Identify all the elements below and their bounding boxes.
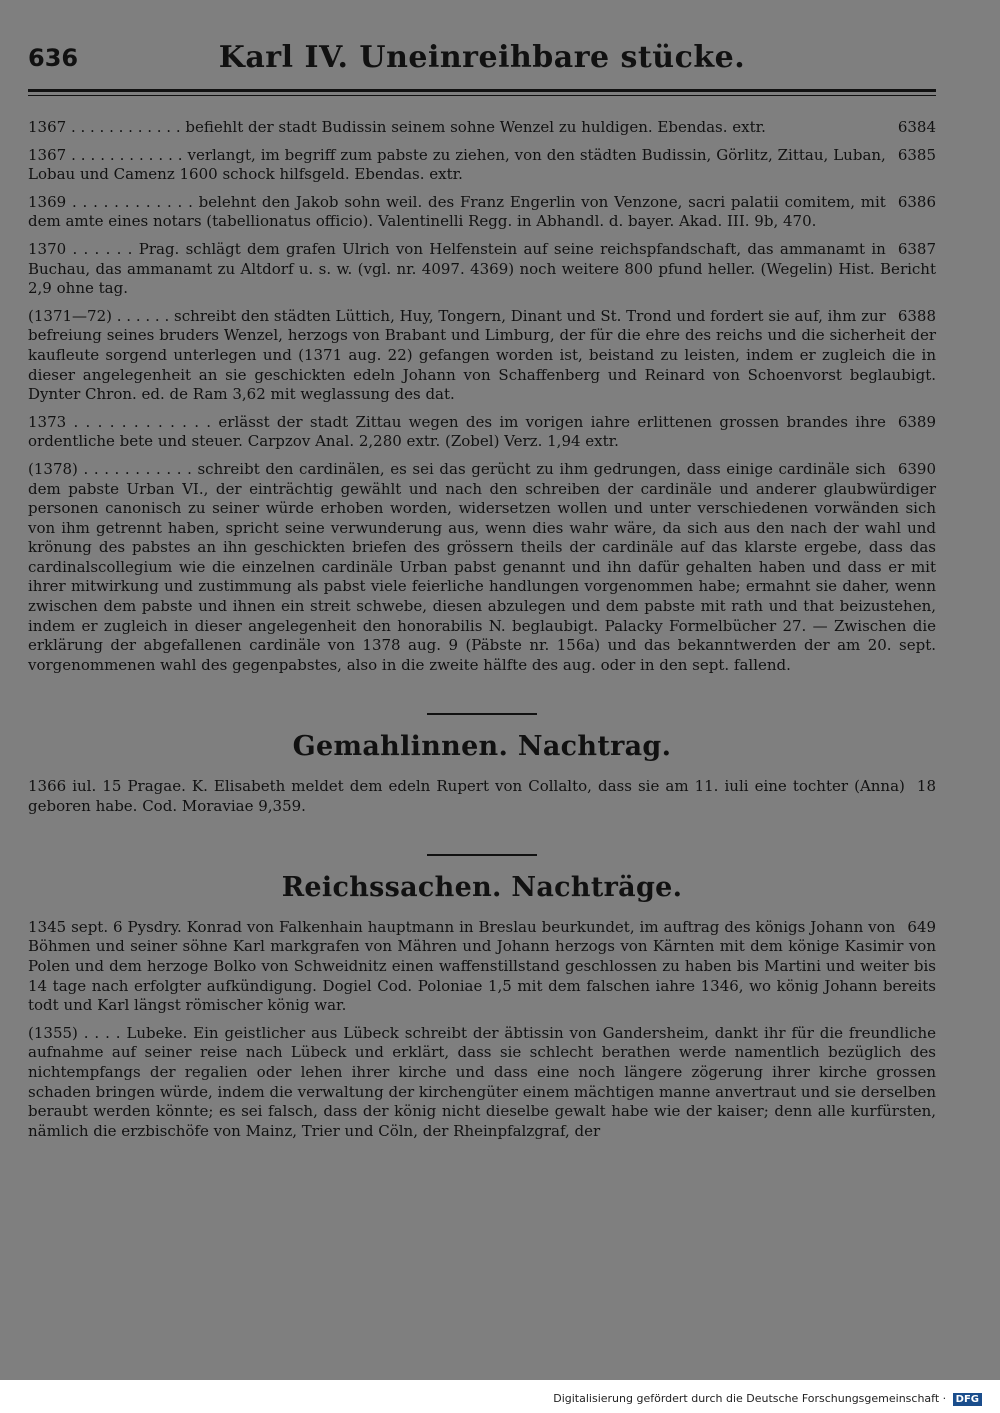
entry-number: 6385 xyxy=(897,145,936,164)
entry-number: 6390 xyxy=(897,459,936,478)
entry-text: Pysdry. Konrad von Falkenhain hauptmann in Breslau beurkundet, im auftrag des königs Johann von Böhmen und seiner söhne Karl markgrafen von Mähren und Johann herzogs von Kärnten mit dem könige Kasimir von Polen und dem herzoge Bolko von Schweidnitz einen waffenstillstand geschlossen zu haben bis Martini und weiter bis 14 tage nach erfolgter aufkündigung. Dogiel Cod. Poloniae 1,5 mit dem falschen iahre 1346, wo könig Johann bereits todt und Karl längst römischer könig war. xyxy=(28,917,936,1015)
page-header xyxy=(28,40,936,90)
entry-number: 649 xyxy=(907,917,936,936)
register-entry xyxy=(28,193,936,232)
register-entry xyxy=(28,118,936,138)
entry-number: 6389 xyxy=(897,412,936,431)
entry-text: befiehlt der stadt Budissin seinem sohne Wenzel zu huldigen. Ebendas. extr. xyxy=(185,118,766,136)
entries-column xyxy=(28,118,936,1149)
register-entry xyxy=(28,1024,936,1142)
page-number: 636 xyxy=(28,44,79,72)
entry-number: 6384 xyxy=(897,118,936,136)
entry-date: 1345 sept. 6 xyxy=(28,917,123,936)
entry-number: 6388 xyxy=(897,306,936,325)
register-entry xyxy=(28,777,936,816)
entry-text: erlässt der stadt Zittau wegen des im vorigen iahre erlittenen grossen brandes ihre ordentliche bete und steuer. Carpzov Anal. 2,280 extr. (Zobel) Verz. 1,94 extr. xyxy=(28,412,886,451)
header-rule-thin xyxy=(28,95,936,96)
entry-date: 1367 . . . . . . . . . . . . xyxy=(28,118,181,136)
entry-date: 1373 . . . . . . . . . . . . xyxy=(28,412,212,431)
entry-date: 1370 . . . . . . xyxy=(28,239,133,258)
entry-date: (1355) . . . . xyxy=(28,1023,121,1042)
entry-text: Pragae. K. Elisabeth meldet dem edeln Rupert von Collalto, dass sie am 11. iuli eine tochter (Anna) geboren habe. Cod. Moraviae 9,359. xyxy=(28,777,905,815)
entry-text: verlangt, im begriff zum pabste zu ziehen, von den städten Budissin, Görlitz, Zittau, Luban, Lobau und Camenz 1600 schock hilfsgeld. Ebendas. extr. xyxy=(28,145,886,184)
entry-date: (1371—72) . . . . . . xyxy=(28,306,170,325)
header-rule-thick xyxy=(28,89,936,92)
entry-number: 6386 xyxy=(897,192,936,211)
entry-date: 1366 iul. 15 xyxy=(28,777,122,796)
register-entry xyxy=(28,918,936,1016)
entry-date: 1369 . . . . . . . . . . . . xyxy=(28,192,193,211)
footer-credit xyxy=(553,1392,982,1406)
register-entry xyxy=(28,413,936,452)
register-entry xyxy=(28,460,936,676)
register-entry xyxy=(28,146,936,185)
section-divider xyxy=(427,854,537,856)
register-entry xyxy=(28,307,936,405)
section-title-reichssachen: Reichssachen. Nachträge. xyxy=(281,872,683,904)
entry-date: 1367 . . . . . . . . . . . . xyxy=(28,145,183,164)
entry-text: schreibt den städten Lüttich, Huy, Tongern, Dinant und St. Trond und fordert sie auf, ihm zur befreiung seines bruders Wenzel, herzogs von Brabant und Limburg, der für die ehre des reichs und die sicherheit der kaufleute sorgend unterlegen und (1371 aug. 22) gefangen worden ist, beistand zu leisten, indem er zugleich die in dieser angelegenheit an sie geschickten edeln Johann von Schaffenberg und Reinard von Schoenvorst beglaubigt. Dynter Chron. ed. de Ram 3,62 mit weglassung des dat. xyxy=(28,306,936,404)
register-entry xyxy=(28,240,936,299)
entry-text: Lubeke. Ein geistlicher aus Lübeck schreibt der äbtissin von Gandersheim, dankt ihr für die freundliche aufnahme auf seiner reise nach Lübeck und erklärt, dass sie schlecht berathen werde namentlich bezüglich des nichtempfangs der regalien oder lehen ihrer kirche und dass eine noch längere zögerung ihrer kirche grossen schaden bringen würde, indem die verwaltung der kirchengüter einem mächtigen manne anvertraut und sie derselben beraubt werden könnte; es sei falsch, dass der könig nicht dieselbe gewalt habe wie der kaiser; denn alle kurfürsten, nämlich die erzbischöfe von Mainz, Trier und Cöln, der Rheinpfalzgraf, der xyxy=(28,1023,936,1140)
entry-text: schreibt den cardinälen, es sei das gerücht zu ihm gedrungen, dass einige cardinäle sich dem pabste Urban VI., der einträchtig gewählt und nach den schreiben der cardinäle und anderer glaubwürdiger personen canonisch zu seiner würde erhoben worden, widersetzen wollen und unter verschiedenen vorwänden sich von ihm getrennt haben, spricht seine verwunderung aus, wenn dies wahr wäre, da sich aus den nach der wahl und krönung des pabstes an ihn geschickten briefen des grössern theils der cardinäle auf das klarste ergebe, dass das cardinalscollegium wie die einzelnen cardinäle Urban pabst genannt und ihn dafür gehalten haben und dass er mit ihrer mitwirkung und zustimmung als pabst viele feierliche handlungen vorgenommen habe; ermahnt sie daher, wenn zwischen dem pabste und ihnen ein streit schwebe, diesen abzulegen und dem pabste mit rath und that beizustehen, indem er zugleich in dieser angelegenheit den honorabilis N. beglaubigt. Palacky Formelbücher 27. — Zwischen die erklärung der abgefallenen cardinäle von 1378 aug. 9 (Päbste nr. 156a) und das bekanntwerden der am 20. sept. vorgenommenen wahl des gegenpabstes, also in die zweite hälfte des aug. oder in den sept. fallend. xyxy=(28,459,936,674)
section-title-gemahlinnen: Gemahlinnen. Nachtrag. xyxy=(292,731,672,763)
entry-text: belehnt den Jakob sohn weil. des Franz Engerlin von Venzone, sacri palatii comitem, mit dem amte eines notars (tabellionatus officio). Valentinelli Regg. in Abhandl. d. bayer. Akad. III. 9b, 470. xyxy=(28,192,886,231)
footer-text: Digitalisierung gefördert durch die Deutsche Forschungsgemeinschaft · xyxy=(553,1392,947,1405)
running-title: Karl IV. Uneinreihbare stücke. xyxy=(218,40,746,75)
entry-number: 6387 xyxy=(897,239,936,258)
entry-date: (1378) . . . . . . . . . . . xyxy=(28,459,192,478)
dfg-logo: DFG xyxy=(953,1393,982,1406)
section-divider xyxy=(427,713,537,715)
entry-text: Prag. schlägt dem grafen Ulrich von Helfenstein auf seine reichspfandschaft, das ammanamt in Buchau, das ammanamt zu Altdorf u. s. w. (vgl. nr. 4097. 4369) noch weitere 800 pfund heller. (Wegelin) Hist. Bericht 2,9 ohne tag. xyxy=(28,239,936,298)
entry-number: 18 xyxy=(916,777,936,796)
